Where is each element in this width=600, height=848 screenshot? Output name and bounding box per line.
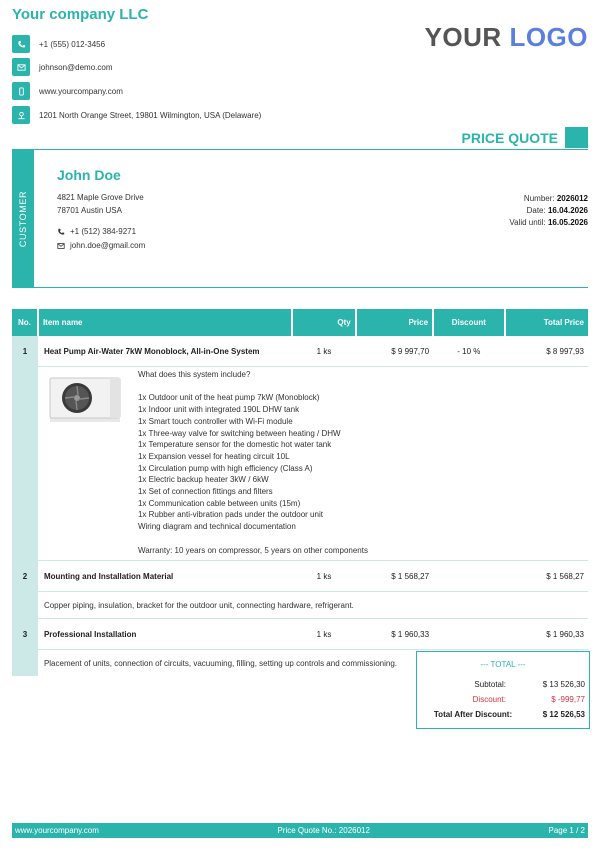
total-after-discount-label: Total After Discount: [433, 710, 513, 719]
item-description-row [12, 367, 588, 561]
subtotal-row [421, 680, 585, 689]
item-discount: - 10 % [433, 336, 505, 367]
customer-address-line2: 78701 Austin USA [57, 206, 122, 215]
footer-website: www.yourcompany.com [15, 826, 99, 835]
header-qty: Qty [292, 309, 355, 336]
item-discount [433, 561, 505, 592]
description-line: 1x Temperature sensor for the domestic hot water tank [137, 440, 332, 450]
header-price: Price [356, 309, 433, 336]
customer-email: john.doe@gmail.com [70, 241, 146, 250]
discount-label: Discount: [472, 695, 506, 704]
table-row [12, 619, 588, 650]
mobile-icon [12, 82, 30, 100]
page-footer [12, 823, 588, 838]
company-logo [425, 22, 588, 53]
quote-date-row [527, 206, 588, 215]
description-line: 1x Circulation pump with high efficiency (Class A) [137, 463, 313, 473]
item-total: $ 8 997,93 [505, 336, 588, 367]
title-accent-block [565, 127, 588, 148]
totals-title: --- TOTAL --- [480, 660, 526, 669]
item-qty: 1 ks [292, 336, 355, 367]
items-table [12, 309, 588, 676]
description-line: Warranty: 10 years on compressor, 5 years on other components [137, 545, 368, 555]
table-header-row [12, 309, 588, 336]
description-line: 1x Set of connection fittings and filters [137, 487, 273, 497]
item-description: Copper piping, insulation, bracket for the outdoor unit, connecting hardware, refrigerant. [38, 592, 588, 619]
header-item-name: Item name [38, 309, 292, 336]
total-after-discount-row [421, 710, 585, 719]
company-email-row [12, 58, 113, 76]
company-website-row [12, 82, 123, 100]
customer-label: CUSTOMER [18, 190, 28, 247]
document-title: PRICE QUOTE [461, 130, 558, 146]
header-discount: Discount [433, 309, 505, 336]
quote-date: 16.04.2026 [547, 206, 588, 215]
item-number: 3 [12, 619, 38, 650]
item-name: Mounting and Installation Material [38, 561, 292, 592]
item-discount [433, 619, 505, 650]
company-name: Your company LLC [12, 6, 149, 23]
item-number: 1 [12, 336, 38, 367]
subtotal-label: Subtotal: [474, 680, 506, 689]
description-line [138, 533, 368, 545]
item-qty: 1 ks [292, 619, 355, 650]
company-email: johnson@demo.com [39, 62, 113, 72]
subtotal-value: $ 13 526,30 [542, 680, 585, 689]
totals-box [416, 651, 590, 729]
item-description: Placement of units, connection of circuits, vacuuming, filling, setting up controls and commissioning. [43, 658, 397, 668]
discount-row [421, 695, 585, 704]
item-number: 2 [12, 561, 38, 592]
quote-valid-label: Valid until: [509, 218, 546, 227]
company-website: www.yourcompany.com [39, 86, 123, 96]
item-price: $ 9 997,70 [356, 336, 433, 367]
item-name: Professional Installation [38, 619, 292, 650]
description-line: 1x Three-way valve for switching between heating / DHW [137, 428, 341, 438]
quote-number-label: Number: [523, 194, 555, 203]
item-qty: 1 ks [292, 561, 355, 592]
quote-valid-row [509, 218, 588, 227]
quote-number: 2026012 [556, 194, 588, 203]
customer-phone-row [57, 227, 136, 236]
company-phone: +1 (555) 012-3456 [39, 39, 106, 49]
customer-side-band [12, 150, 34, 287]
item-total: $ 1 960,33 [505, 619, 588, 650]
description-line: What does this system include? [137, 370, 251, 379]
company-address-row [12, 106, 261, 124]
item-description-row [12, 592, 588, 619]
description-line: 1x Expansion vessel for heating circuit 10L [137, 451, 290, 461]
item-description [138, 369, 368, 556]
footer-page-number: Page 1 / 2 [548, 826, 585, 835]
logo-part-logo: LOGO [509, 22, 588, 52]
customer-email-row [57, 241, 145, 250]
table-row [12, 561, 588, 592]
description-line: 1x Indoor unit with integrated 190L DHW tank [137, 405, 300, 415]
description-line: 1x Rubber anti-vibration pads under the outdoor unit [137, 510, 323, 520]
description-line: 1x Outdoor unit of the heat pump 7kW (Monoblock) [137, 393, 320, 403]
item-total: $ 1 568,27 [505, 561, 588, 592]
company-phone-row [12, 35, 105, 53]
description-line: 1x Smart touch controller with Wi-Fi module [137, 416, 293, 426]
logo-part-your: YOUR [424, 22, 502, 52]
quote-number-row [524, 194, 588, 203]
customer-address-line1: 4821 Maple Grove Drive [57, 193, 144, 202]
item-name: Heat Pump Air-Water 7kW Monoblock, All-in-One System [38, 336, 292, 367]
description-line: 1x Electric backup heater 3kW / 6kW [137, 475, 269, 485]
title-divider [12, 149, 588, 150]
item-price: $ 1 568,27 [356, 561, 433, 592]
description-line: 1x Communication cable between units (15m) [137, 498, 301, 508]
customer-divider [12, 287, 588, 288]
item-price: $ 1 960,33 [356, 619, 433, 650]
customer-name: John Doe [57, 167, 121, 183]
discount-value: $ -999,77 [551, 695, 585, 704]
company-address: 1201 North Orange Street, 19801 Wilmington, USA (Delaware) [39, 110, 262, 120]
total-after-discount-value: $ 12 526,53 [542, 710, 585, 719]
envelope-icon [12, 58, 30, 76]
description-line [138, 381, 368, 393]
customer-phone: +1 (512) 384-9271 [70, 227, 137, 236]
location-icon [12, 106, 30, 124]
envelope-icon [57, 242, 65, 250]
heat-pump-unit-image [44, 369, 138, 556]
header-no: No. [12, 309, 38, 336]
quote-date-label: Date: [526, 206, 546, 215]
quote-valid: 16.05.2026 [547, 218, 588, 227]
header-total-price: Total Price [505, 309, 588, 336]
phone-icon [12, 35, 30, 53]
description-line: Wiring diagram and technical documentation [137, 522, 296, 532]
footer-quote-number: Price Quote No.: 2026012 [277, 826, 370, 835]
phone-icon [57, 228, 65, 236]
table-row [12, 336, 588, 367]
